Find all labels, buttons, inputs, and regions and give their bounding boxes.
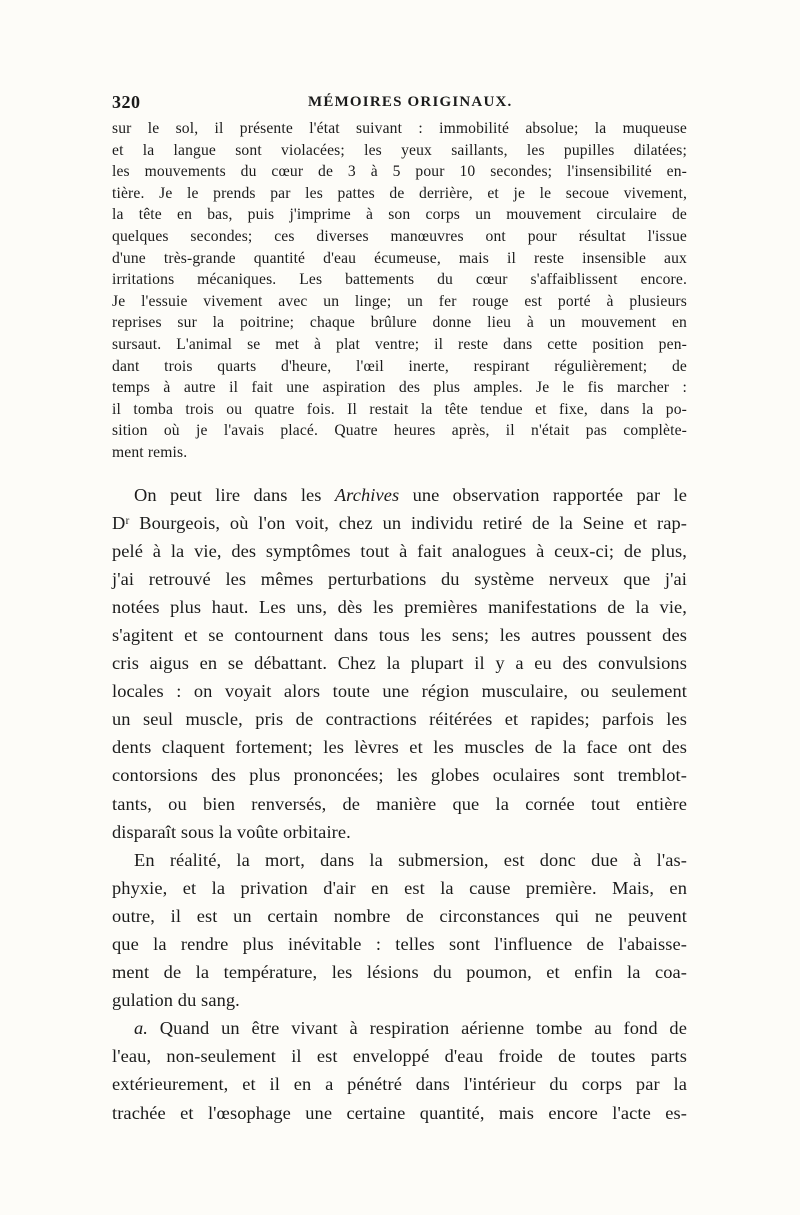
text-line: les mouvements du cœur de 3 à 5 pour 10 secondes; l'insensibilité en-: [112, 163, 687, 181]
text-line: extérieurement, et il en a pénétré dans l'intérieur du corps par la: [112, 1074, 687, 1095]
book-page: [112, 92, 687, 1127]
text-line: sursaut. L'animal se met à plat ventre; il reste dans cette position pen-: [112, 335, 687, 353]
text-line: phyxie, et la privation d'air en est la cause première. Mais, en: [112, 877, 687, 898]
text-line: contorsions des plus prononcées; les globes oculaires sont tremblot-: [112, 765, 687, 786]
text-line: dant trois quarts d'heure, l'œil inerte, respirant régulièrement; de: [112, 357, 687, 375]
text-line: s'agitent et se contournent dans tous les sens; les autres poussent des: [112, 624, 687, 645]
experiment-paragraph: [112, 118, 687, 464]
text-line: Je l'essuie vivement avec un linge; un fer rouge est porté à plusieurs: [112, 292, 687, 310]
text-fragment: une observation rapportée par le: [399, 484, 687, 505]
text-line: gulation du sang.: [112, 990, 240, 1011]
text-line: Dʳ Bourgeois, où l'on voit, chez un individu retiré de la Seine et rap-: [112, 512, 687, 533]
text-line: sition où je l'avais placé. Quatre heures après, il n'était pas complète-: [112, 422, 687, 440]
text-line: locales : on voyait alors toute une région musculaire, ou seulement: [112, 681, 687, 702]
text-line: notées plus haut. Les uns, dès les premières manifestations de la vie,: [112, 596, 687, 617]
text-line: j'ai retrouvé les mêmes perturbations du système nerveux que j'ai: [112, 568, 687, 589]
page-header: [112, 92, 687, 118]
text-line: reprises sur la poitrine; chaque brûlure donne lieu à un mouvement en: [112, 314, 687, 332]
text-line: irritations mécaniques. Les battements du cœur s'affaiblissent encore.: [112, 271, 687, 289]
text-line: [112, 1014, 687, 1042]
text-fragment: On peut lire dans les: [134, 484, 335, 505]
archives-paragraph: [112, 481, 687, 846]
text-line: sur le sol, il présente l'état suivant : immobilité absolue; la muqueuse: [112, 120, 687, 137]
section-a-paragraph: [112, 1014, 687, 1126]
text-line: disparaît sous la voûte orbitaire.: [112, 821, 351, 842]
section-marker: a.: [134, 1018, 148, 1039]
text-line: dents claquent fortement; les lèvres et les muscles de la face ont des: [112, 737, 687, 758]
text-line: un seul muscle, pris de contractions réitérées et rapides; parfois les: [112, 709, 687, 730]
text-line: quelques secondes; ces diverses manœuvres ont pour résultat l'issue: [112, 227, 687, 245]
asphyxia-paragraph: [112, 846, 687, 1015]
text-line: En réalité, la mort, dans la submersion, est donc due à l'as-: [134, 849, 687, 870]
text-line: et la langue sont violacées; les yeux saillants, les pupilles dilatées;: [112, 141, 687, 159]
text-line: pelé à la vie, des symptômes tout à fait analogues à ceux-ci; de plus,: [112, 540, 687, 561]
text-line: il tomba trois ou quatre fois. Il restait la tête tendue et fixe, dans la po-: [112, 400, 687, 418]
text-line: [112, 481, 687, 509]
text-line: temps à autre il fait une aspiration des plus amples. Je le fis marcher :: [112, 379, 687, 397]
text-line: outre, il est un certain nombre de circonstances qui ne peuvent: [112, 905, 687, 926]
text-line: l'eau, non-seulement il est enveloppé d'eau froide de toutes parts: [112, 1046, 687, 1067]
text-line: cris aigus en se débattant. Chez la plupart il y a eu des convulsions: [112, 653, 687, 674]
text-line: tants, ou bien renversés, de manière que la cornée tout entière: [112, 793, 687, 814]
page-number: 320: [112, 92, 141, 112]
text-line: ment de la température, les lésions du poumon, et enfin la coa-: [112, 962, 687, 983]
running-title: MÉMOIRES ORIGINAUX.: [308, 94, 513, 110]
text-line: tière. Je le prends par les pattes de derrière, et je le secoue vivement,: [112, 184, 687, 202]
text-line: d'une très-grande quantité d'eau écumeuse, mais il reste insensible aux: [112, 249, 687, 267]
text-line: trachée et l'œsophage une certaine quantité, mais encore l'acte es-: [112, 1102, 687, 1123]
text-line: ment remis.: [112, 443, 188, 461]
text-line: la tête en bas, puis j'imprime à son corps un mouvement circulaire de: [112, 206, 687, 224]
text-fragment: Quand un être vivant à respiration aérienne tombe au fond de: [148, 1018, 687, 1039]
italic-title: Archives: [334, 484, 400, 505]
text-line: que la rendre plus inévitable : telles sont l'influence de l'abaisse-: [112, 934, 687, 954]
